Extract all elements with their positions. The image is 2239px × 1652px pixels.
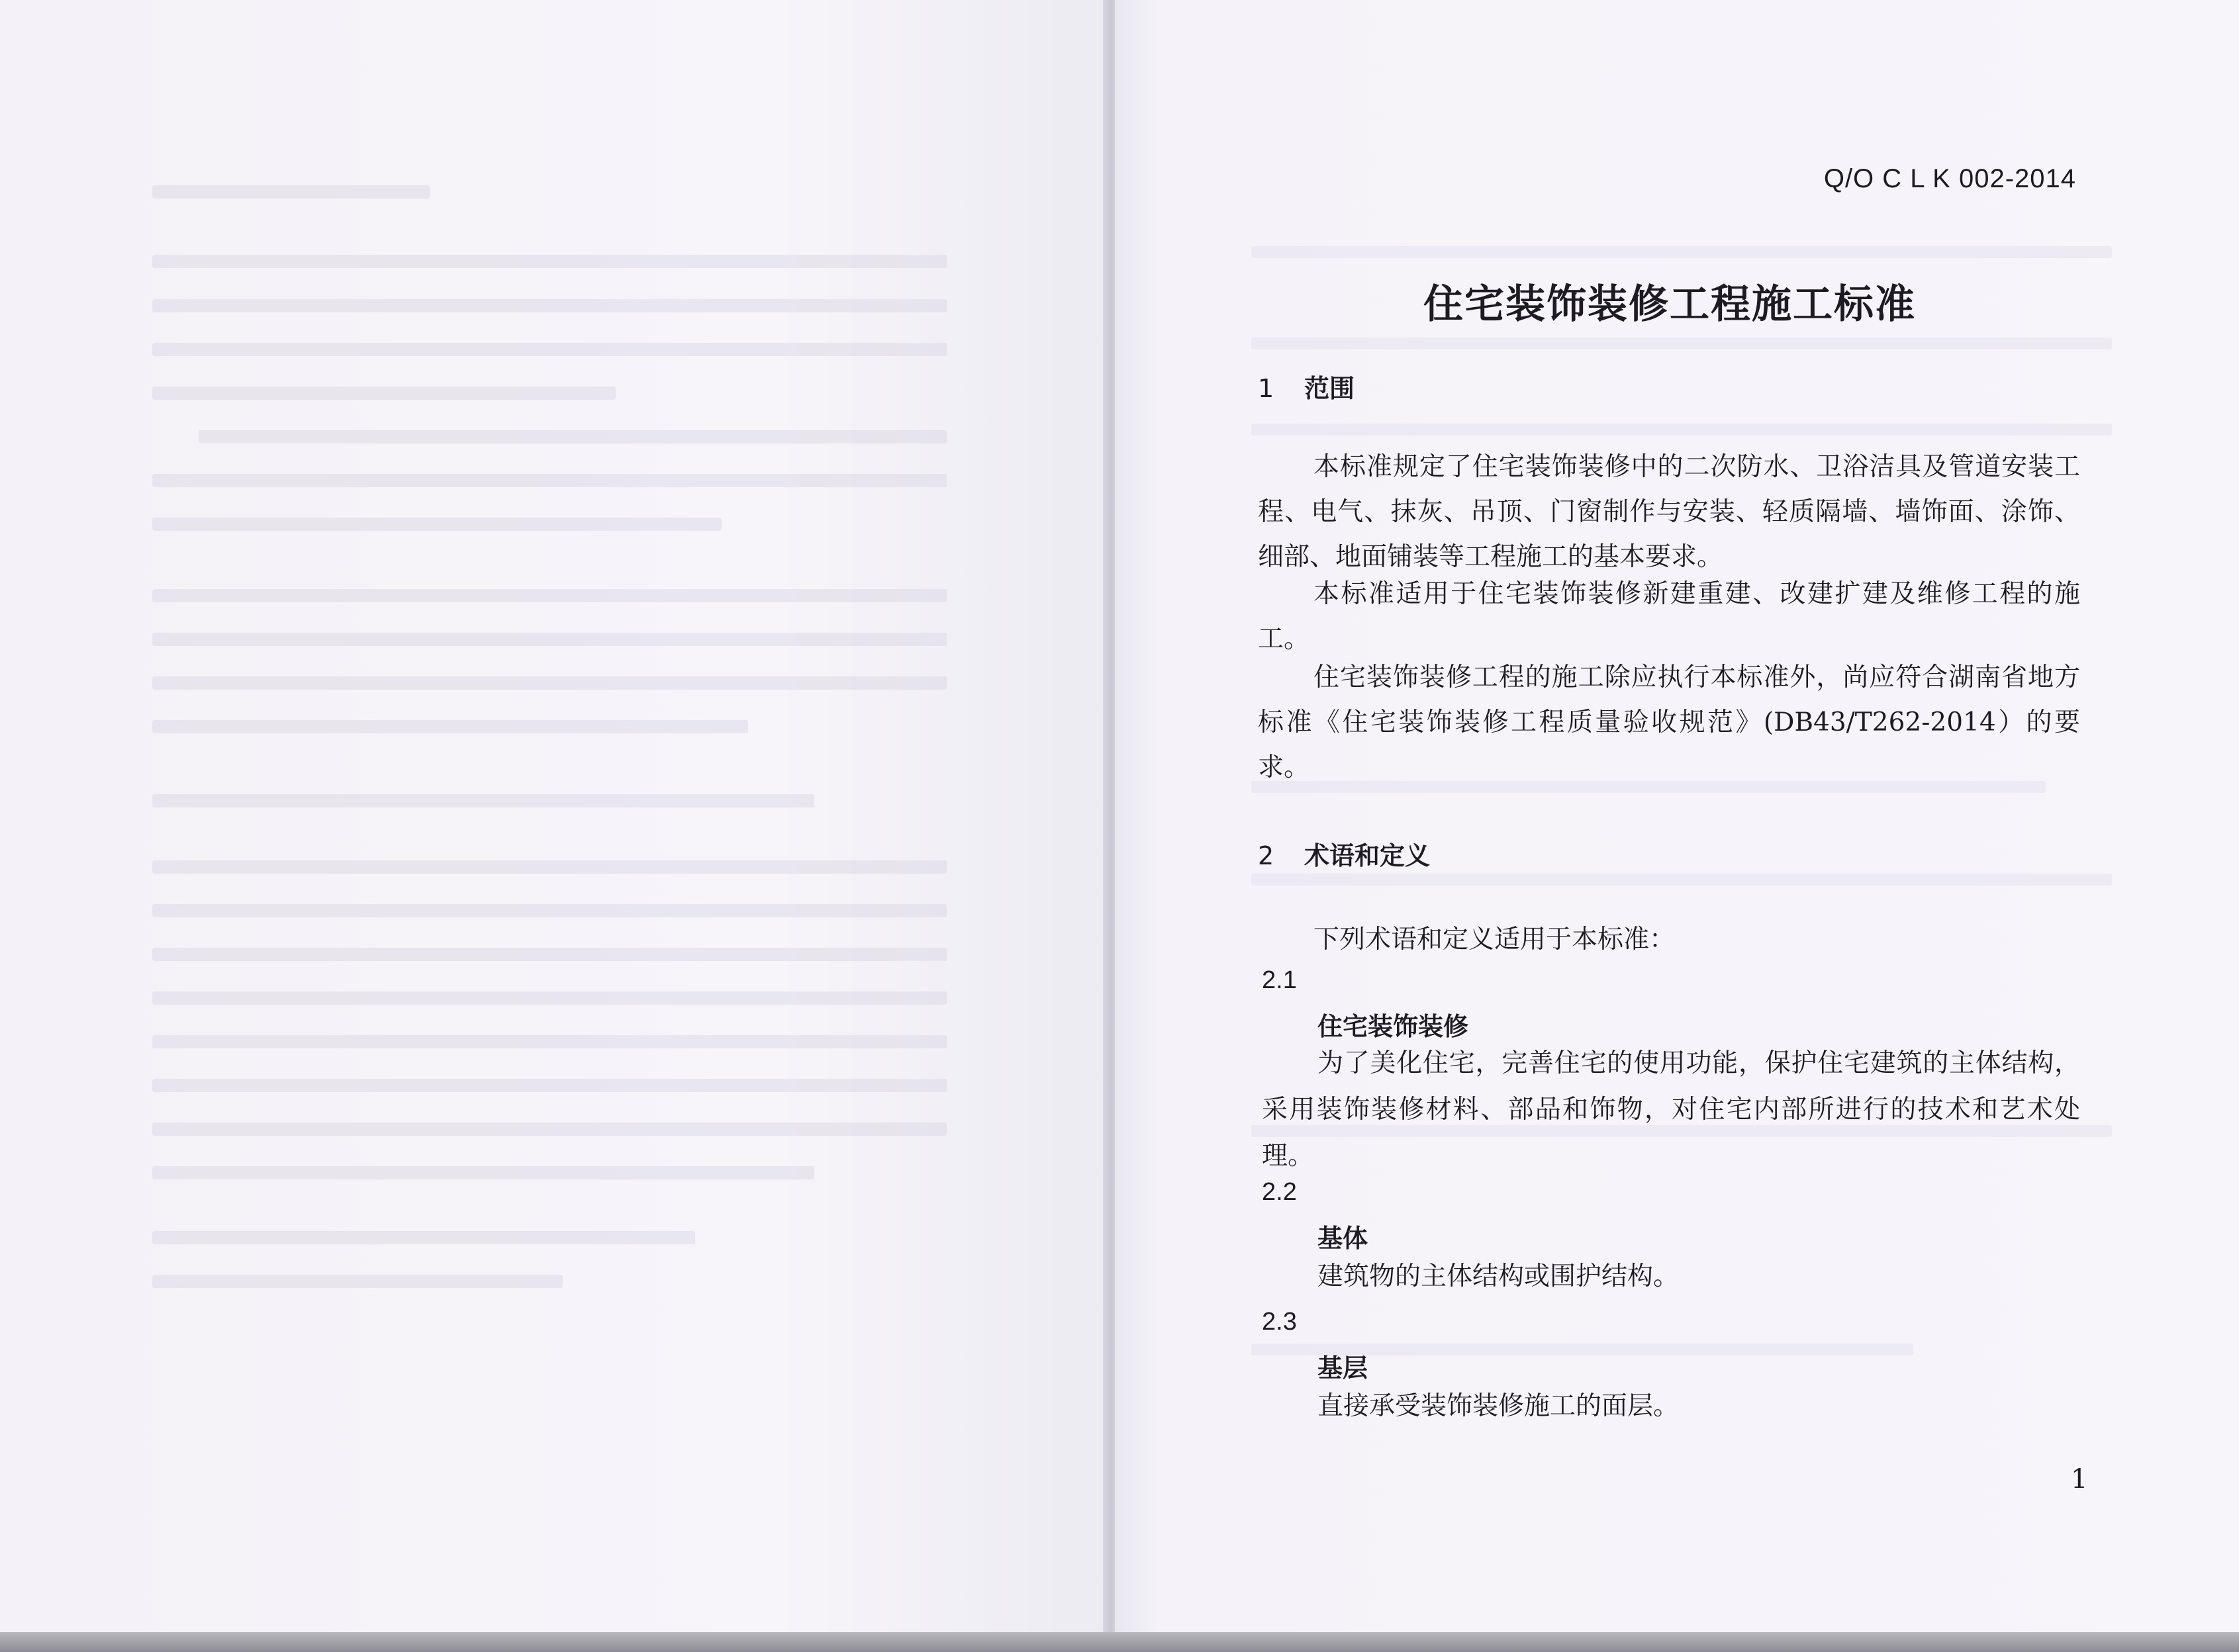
term-name: 住宅装饰装修 xyxy=(1317,1012,1469,1041)
show-through-mark xyxy=(1251,246,2112,258)
show-through-mark xyxy=(152,1231,695,1244)
section-title: 范围 xyxy=(1304,374,1355,403)
section-number: 1 xyxy=(1258,374,1274,403)
show-through-mark xyxy=(152,1079,947,1092)
section-title: 术语和定义 xyxy=(1304,841,1431,870)
term-name: 基体 xyxy=(1317,1224,1368,1253)
term-definition: 直接承受装饰装修施工的面层。 xyxy=(1317,1391,1680,1421)
show-through-mark xyxy=(199,430,947,443)
scope-paragraph-1: 本标准规定了住宅装饰装修中的二次防水、卫浴洁具及管道安装工程、电气、抹灰、吊顶、门窗制作与安装、轻质隔墙、墙饰面、涂饰、细部、地面铺装等工程施工的基本要求。 xyxy=(1258,452,2080,572)
show-through-mark xyxy=(152,904,947,917)
standard-code: Q/O C L K 002-2014 xyxy=(1823,164,2076,193)
term-definition: 建筑物的主体结构或围护结构。 xyxy=(1317,1262,1680,1291)
show-through-mark xyxy=(152,676,947,690)
show-through-mark xyxy=(152,518,722,531)
term-definition: 为了美化住宅，完善住宅的使用功能，保护住宅建筑的主体结构，采用装饰装修材料、部品和饰物，对住宅内部所进行的技术和艺术处理。 xyxy=(1262,1048,2080,1171)
show-through-mark xyxy=(152,1166,814,1179)
show-through-mark xyxy=(1251,874,2112,886)
section-heading-scope xyxy=(1258,368,1355,404)
show-through-mark xyxy=(152,1035,947,1048)
terms-intro: 下列术语和定义适用于本标准： xyxy=(1313,925,1676,954)
show-through-mark xyxy=(152,720,748,733)
show-through-mark xyxy=(152,387,616,400)
term-number: 2.3 xyxy=(1262,1308,1297,1336)
show-through-mark xyxy=(152,948,947,961)
section-number: 2 xyxy=(1258,841,1274,870)
show-through-mark xyxy=(152,794,814,807)
left-page-blank xyxy=(0,0,1107,1635)
show-through-mark xyxy=(152,185,430,199)
scan-edge xyxy=(0,1632,2239,1652)
section-heading-terms xyxy=(1258,835,1430,872)
show-through-mark xyxy=(152,633,947,646)
show-through-mark xyxy=(152,1123,947,1136)
show-through-mark xyxy=(152,343,947,356)
term-number: 2.1 xyxy=(1262,966,1297,994)
scope-paragraph-2: 本标准适用于住宅装饰装修新建重建、改建扩建及维修工程的施工。 xyxy=(1258,579,2080,654)
show-through-mark xyxy=(1251,424,2112,436)
show-through-mark xyxy=(152,255,947,268)
page-title: 住宅装饰装修工程施工标准 xyxy=(1423,281,1916,328)
show-through-mark xyxy=(152,474,947,487)
show-through-mark xyxy=(152,299,947,312)
show-through-mark xyxy=(1251,338,2112,349)
term-number: 2.2 xyxy=(1262,1178,1297,1206)
scope-paragraph-3: 住宅装饰装修工程的施工除应执行本标准外，尚应符合湖南省地方标准《住宅装饰装修工程质量验收规范》(DB43/T262-2014）的要求。 xyxy=(1258,663,2080,782)
term-name: 基层 xyxy=(1317,1354,1368,1383)
show-through-mark xyxy=(152,589,947,602)
show-through-mark xyxy=(152,860,947,874)
show-through-mark xyxy=(152,1275,563,1288)
show-through-mark xyxy=(152,991,947,1005)
page-number: 1 xyxy=(2071,1464,2088,1494)
